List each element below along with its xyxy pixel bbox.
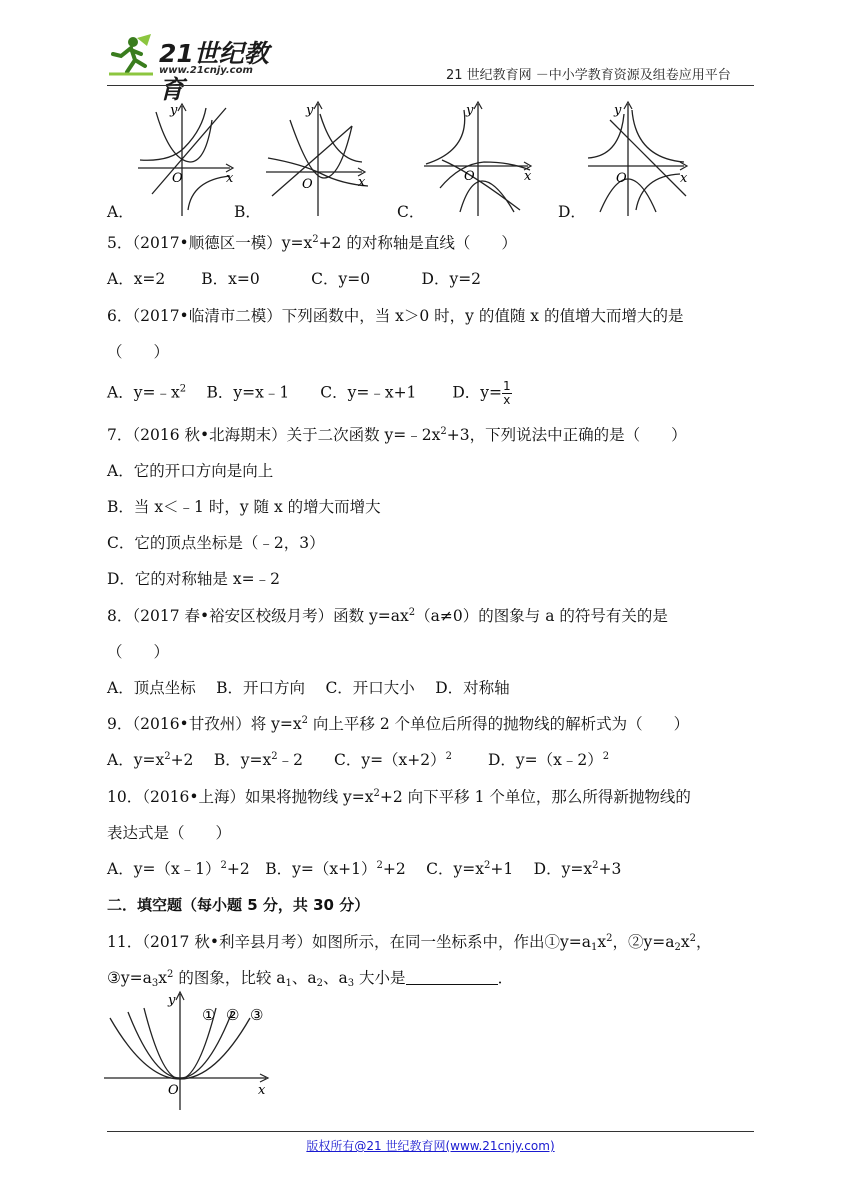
- curve-label-3: ③: [250, 1006, 264, 1024]
- site-header-text: 21 世纪教育网 －中小学教育资源及组卷应用平台: [446, 68, 731, 83]
- q9-stem: 9．（2016•甘孜州）将 $y=x^2$ 向上平移 2 个单位后所得的抛物线的解析式为（ ）: [107, 715, 690, 733]
- q8-stem: 8．（2017 春•裕安区校级月考）函数 $y=ax^2(a\ne 0)$的图象与 a 的符号有关的是: [107, 607, 668, 625]
- option-c-graph: [420, 100, 540, 218]
- q11-stem-line2: $③y=a_3x^2$ 的图象，比较 $a_1$、$a_2$、$a_3$ 大小是 ．: [107, 969, 514, 989]
- q7-option-c: C．它的顶点坐标是（﹣2，3）: [107, 534, 325, 552]
- footer-rule: [107, 1131, 754, 1132]
- option-d-label: D．: [558, 203, 586, 221]
- q11-parabola-figure: [104, 990, 274, 1114]
- option-d-graph: [584, 100, 694, 218]
- curve-label-2: ②: [226, 1006, 240, 1024]
- q5-stem: 5．（2017•顺德区一模）$y=x^2+2$ 的对称轴是直线（ ）: [107, 234, 517, 252]
- q10-stem: 10．（2016•上海）如果将抛物线 $y=x^2+2$ 向下平移 1 个单位，那么所得新抛物线的: [107, 788, 691, 806]
- q7-option-a: A．它的开口方向是向上: [107, 462, 274, 480]
- logo: [107, 32, 277, 104]
- q6-options: A．$y=﹣x^2$ B．y=x﹣1 C．y=﹣x+1 D．y= $\frac{1}{x}$: [107, 379, 511, 407]
- q11-stem-line1: 11．（2017 秋•利辛县月考）如图所示，在同一坐标系中，作出$①y=a_1x^2$，$②y=a_2x^2$，: [107, 933, 712, 953]
- answer-blank[interactable]: [406, 968, 498, 985]
- svg-text:y: y: [170, 103, 178, 118]
- svg-text:x: x: [524, 169, 532, 184]
- q7-option-b: B．当 x＜﹣1 时，y 随 x 的增大而增大: [107, 498, 381, 516]
- option-a-label: A．: [107, 203, 134, 221]
- logo-url: www.21cnjy.com: [159, 65, 253, 76]
- logo-title: 21世纪教育: [159, 39, 269, 104]
- header-rule: [107, 85, 754, 86]
- q7-option-d: D．它的对称轴是 x=﹣2: [107, 570, 280, 588]
- q8-paren: （ ）: [107, 643, 170, 661]
- svg-text:x: x: [680, 171, 688, 186]
- section-2-title: 二．填空题（每小题 5 分，共 30 分）: [107, 896, 370, 914]
- footer-copyright-link[interactable]: 版权所有@21 世纪教育网(www.21cnjy.com): [306, 1139, 555, 1153]
- svg-text:O: O: [168, 1083, 179, 1098]
- q5-options: A．x=2 B．x=0 C．y=0 D．y=2: [107, 270, 482, 288]
- svg-text:x: x: [226, 171, 234, 186]
- fraction-one-over-x: $\frac{1}{x}$: [503, 379, 511, 407]
- option-c-label: C．: [397, 203, 425, 221]
- svg-text:x: x: [358, 175, 366, 190]
- q8-options: A．顶点坐标 B．开口方向 C．开口大小 D．对称轴: [107, 679, 510, 697]
- q6-paren: （ ）: [107, 343, 170, 361]
- svg-text:y: y: [466, 103, 474, 118]
- svg-text:y: y: [614, 103, 622, 118]
- svg-text:O: O: [302, 177, 313, 192]
- origin-label: O: [172, 171, 183, 186]
- q6-stem: 6．（2017•临清市二模）下列函数中，当 x＞0 时，y 的值随 x 的值增大而增大的是: [107, 307, 684, 325]
- option-b-graph: [262, 100, 374, 218]
- svg-text:y: y: [168, 993, 176, 1008]
- q7-stem: 7．（2016 秋•北海期末）关于二次函数 $y=﹣2x^2+3$，下列说法中正确的是（ ）: [107, 426, 687, 444]
- q9-options: A．$y=x^2+2$ B．$y=x^2﹣2$ C．$y=(x+2)^2$ D．y=（x﹣2）$^2$: [107, 751, 610, 769]
- svg-text:x: x: [258, 1083, 266, 1098]
- option-b-label: B．: [234, 203, 261, 221]
- curve-label-1: ①: [202, 1006, 216, 1024]
- q10-options: A．y=（x﹣1）$^2$+2 B．$y=(x+1)^2+2$ C．$y=x^2+1$ D．$y=x^2+3$: [107, 860, 622, 878]
- svg-text:y: y: [306, 103, 314, 118]
- svg-text:O: O: [464, 169, 475, 184]
- q10-stem-line2: 表达式是（ ）: [107, 824, 232, 842]
- svg-text:O: O: [616, 171, 627, 186]
- runner-logo-icon: [107, 32, 159, 78]
- option-a-graph: [130, 100, 240, 218]
